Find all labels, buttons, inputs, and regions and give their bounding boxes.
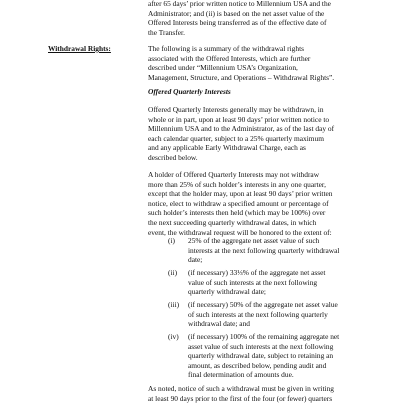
withdrawal-rights-heading: Withdrawal Rights: xyxy=(48,44,111,53)
text-line: associated with the Offered Interests, which are further xyxy=(148,53,311,63)
text-line: each calendar quarter, subject to a 25% quarterly maximum xyxy=(148,133,324,143)
list-item-text xyxy=(188,268,358,297)
text-line: Millennium USA and to the Administrator, as of the last day of xyxy=(148,124,335,134)
text-line: quarterly withdrawal date; xyxy=(188,287,266,297)
text-line: 25% of the aggregate net asset value of such xyxy=(188,236,320,245)
text-line: Offered Quarterly Interests generally may be withdrawn, in xyxy=(148,105,324,114)
text-line: the next succeeding quarterly withdrawal dates, in which xyxy=(148,217,317,227)
text-line: final determination of amounts due. xyxy=(188,370,294,380)
text-line: asset value of such interests at the next following xyxy=(188,341,334,351)
list-item-number: (i) xyxy=(168,236,175,245)
text-line: Administrator; and (ii) is based on the net asset value of the xyxy=(148,8,325,18)
text-line: A holder of Offered Quarterly Interests may not withdraw xyxy=(148,170,320,179)
text-line: quarterly withdrawal date, subject to retaining an xyxy=(188,351,334,361)
intro-paragraph xyxy=(148,44,358,82)
list-item-text xyxy=(188,332,358,380)
text-line: except that the holder may, upon at least 90 days’ prior written xyxy=(148,189,333,199)
offered-quarterly-interests-subheading: Offered Quarterly Interests xyxy=(148,87,231,96)
text-line: (if necessary) 50% of the aggregate net asset value xyxy=(188,300,338,309)
text-line: (if necessary) 100% of the remaining aggregate net xyxy=(188,332,340,341)
text-line: the Transfer. xyxy=(148,27,185,37)
text-line: more than 25% of such holder’s interests in any one quarter, xyxy=(148,179,326,189)
transfer-notice-paragraph xyxy=(148,0,358,37)
text-line: withdrawal date; and xyxy=(188,319,250,329)
text-line: As noted, notice of such a withdrawal must be given in writing xyxy=(148,384,334,393)
list-item-number: (iv) xyxy=(168,332,179,341)
list-item-text xyxy=(188,236,358,265)
text-line: value of such interests at the next following xyxy=(188,277,318,287)
text-line: The following is a summary of the withdrawal rights xyxy=(148,44,304,53)
text-line: interests at the next following quarterly withdrawal xyxy=(188,245,340,255)
text-line: Management, Structure, and Operations – Withdrawal Rights”. xyxy=(148,72,335,82)
text-line: (if necessary) 33⅓% of the aggregate net asset xyxy=(188,268,326,277)
text-line: notice, elect to withdraw a specified amount or percentage of xyxy=(148,198,329,208)
text-line: after 65 days’ prior written notice to Millennium USA and the xyxy=(148,0,331,8)
text-line: event, the withdrawal request will be honored to the extent of: xyxy=(148,227,332,237)
text-line: and any applicable Early Withdrawal Charge, each as xyxy=(148,143,306,153)
withdrawal-limit-paragraph xyxy=(148,170,358,237)
text-line: date; xyxy=(188,255,203,265)
text-line: described below. xyxy=(148,152,198,162)
list-item-number: (ii) xyxy=(168,268,178,277)
text-line: such holder’s interests then held (which may be 100%) over xyxy=(148,208,326,218)
closing-paragraph xyxy=(148,384,358,403)
list-item-number: (iii) xyxy=(168,300,180,309)
text-line: Offered Interests being transferred as of the effective date of xyxy=(148,18,327,28)
text-line: at least 90 days prior to the first of the four (or fewer) quarters xyxy=(148,393,333,403)
text-line: whole or in part, upon at least 90 days’ prior written notice to xyxy=(148,114,330,124)
quarterly-withdrawal-paragraph xyxy=(148,105,358,163)
text-line: described under “Millennium USA’s Organization, xyxy=(148,63,298,73)
text-line: of such interests at the next following quarterly xyxy=(188,309,328,319)
list-item-text xyxy=(188,300,358,329)
text-line: amount, as described below, pending audit and xyxy=(188,360,327,370)
